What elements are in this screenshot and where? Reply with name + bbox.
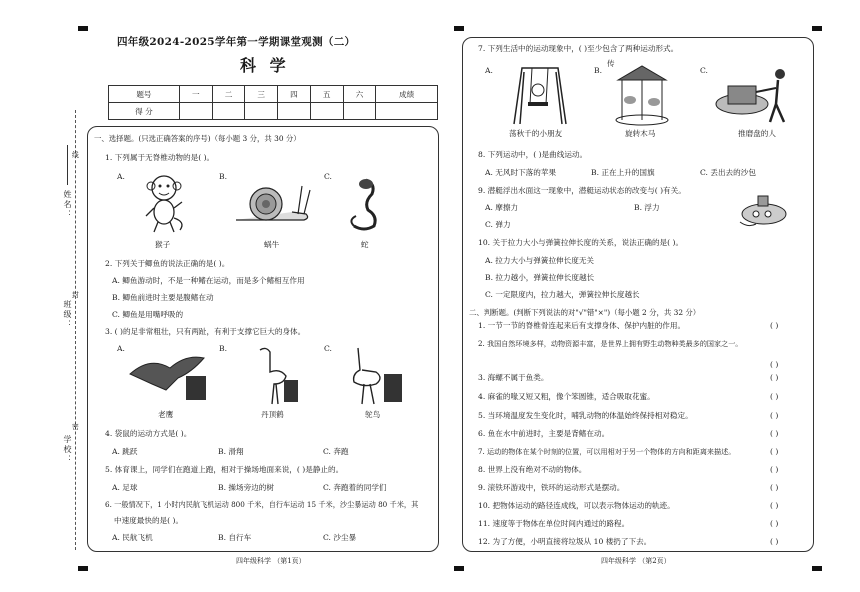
registration-mark [812, 26, 822, 31]
q6-stem: 6. 一般情况下，1 小时内民航飞机运动 800 千米，自行车运动 15 千米，沙尘暴运动 80 千米，其 [105, 500, 419, 509]
score-cell[interactable] [310, 103, 343, 120]
q3-caption-a: 老鹰 [158, 410, 174, 419]
score-table [108, 85, 438, 120]
q2-opt-b: B. 鲫鱼前进时主要是腹鳍在动 [112, 293, 214, 302]
answer-parentheses[interactable]: ( ) [770, 429, 779, 438]
footer-right: 四年级科学 （第2页） [601, 557, 671, 565]
judgement-item: 10. 把物体运动的路径连成线，可以表示物体运动的轨迹。 [478, 501, 675, 510]
q7-caption-c: 推磨盘的人 [738, 129, 776, 138]
q6-stem-cont: 中速度最快的是( )。 [114, 516, 184, 525]
answer-parentheses[interactable]: ( ) [770, 483, 779, 492]
score-cell[interactable] [212, 103, 245, 120]
score-header-cell: 六 [343, 86, 376, 103]
q1-opt-c: C. [324, 172, 332, 181]
snake-illustration [344, 176, 388, 232]
answer-parentheses[interactable]: ( ) [770, 465, 779, 474]
registration-mark [454, 566, 464, 571]
q8-stem: 8. 下列运动中，( )是曲线运动。 [478, 150, 588, 159]
answer-parentheses[interactable]: ( ) [770, 447, 779, 456]
section2-heading: 二、判断题。(判断下列说法的对"√"错"×")（每小题 2 分，共 32 分） [469, 308, 701, 317]
q1-caption-b: 蜗牛 [264, 240, 280, 249]
footer-left: 四年级科学 （第1页） [236, 557, 306, 565]
millstone-illustration [712, 64, 796, 126]
q10-stem: 10. 关于拉力大小与弹簧拉伸长度的关系，说法正确的是( )。 [478, 238, 684, 247]
q7-caption-b: 旋转木马 [625, 129, 656, 138]
monkey-illustration [140, 172, 190, 234]
q7-opt-a: A. [485, 66, 493, 75]
q4-opt-a: A. 跳跃 [112, 447, 138, 456]
judgement-item: 2. 我国自然环境多样，动物资源丰富，是世界上拥有野生动物种类最多的国家之一。 [478, 339, 743, 348]
q2-opt-c: C. 鲫鱼是用嘴呼吸的 [112, 310, 184, 319]
judgement-item: 6. 鱼在水中前进时，主要是背鳍在动。 [478, 429, 610, 438]
answer-parentheses[interactable]: ( ) [770, 537, 779, 546]
registration-mark [454, 26, 464, 31]
score-cell[interactable] [278, 103, 311, 120]
q3-stem: 3. ( )的足非常粗壮，只有两趾，有利于支撑它巨大的身体。 [105, 327, 306, 336]
ostrich-illustration [346, 344, 404, 406]
swing-illustration [508, 64, 572, 126]
class-label: 班级： [63, 300, 72, 330]
name-blank [67, 145, 68, 185]
q8-opt-c: C. 丢出去的沙包 [700, 168, 756, 177]
q1-opt-a: A. [117, 172, 125, 181]
registration-mark [812, 566, 822, 571]
score-header-cell: 成绩 [376, 86, 438, 103]
q9-opt-c: C. 弹力 [485, 220, 511, 229]
judgement-item: 5. 当环境温度发生变化时，哺乳动物的体温始终保持相对稳定。 [478, 411, 693, 420]
q5-opt-a: A. 足球 [112, 483, 138, 492]
judgement-item: 1. 一节一节的脊椎骨连起来后有支撑身体、保护内脏的作用。 [478, 321, 686, 330]
submarine-illustration [734, 186, 794, 232]
score-header-cell: 二 [212, 86, 245, 103]
judgement-item: 12. 为了方便，小明直接将垃圾从 10 楼扔了下去。 [478, 537, 652, 546]
score-row-label: 得 分 [109, 103, 180, 120]
q5-opt-b: B. 操场旁边的树 [218, 483, 274, 492]
judgement-item: 4. 麻雀的喙又短又粗，像个笨圆锥，适合吸取花蜜。 [478, 392, 655, 401]
q9-opt-a: A. 摩擦力 [485, 203, 519, 212]
binding-line [75, 110, 76, 550]
q1-caption-a: 猴子 [155, 240, 171, 249]
q7-stem: 7. 下列生活中的运动现象中，( )至少包含了两种运动形式。 [478, 44, 679, 53]
registration-mark [78, 26, 88, 31]
score-cell[interactable] [376, 103, 438, 120]
q7-opt-c: C. [700, 66, 708, 75]
answer-parentheses[interactable]: ( ) [770, 519, 779, 528]
q2-opt-a: A. 鲫鱼游动时，不是一种鳍在运动，而是多个鳍相互作用 [112, 276, 305, 285]
q1-caption-c: 蛇 [361, 240, 369, 249]
score-header-cell: 三 [245, 86, 278, 103]
q6-opt-c: C. 沙尘暴 [323, 533, 357, 542]
binding-mark-1: 线 [72, 151, 79, 159]
q9-stem: 9. 潜艇浮出水面这一现象中，潜艇运动状态的改变与( )有关。 [478, 186, 686, 195]
score-header-cell: 四 [278, 86, 311, 103]
q10-opt-c: C. 一定限度内，拉力越大，弹簧拉伸长度越长 [485, 290, 640, 299]
school-label: 学校： [63, 435, 72, 465]
answer-parentheses[interactable]: ( ) [770, 392, 779, 401]
judgement-item: 3. 海螺不属于鱼类。 [478, 373, 549, 382]
q4-opt-c: C. 奔跑 [323, 447, 349, 456]
q4-opt-b: B. 滑翔 [218, 447, 244, 456]
q10-opt-a: A. 拉力大小与弹簧拉伸长度无关 [485, 256, 595, 265]
q3-opt-c: C. [324, 344, 332, 353]
registration-mark [78, 566, 88, 571]
judgement-item: 7. 运动的物体在某个时刻的位置，可以用相对于另一个物体的方向和距离来描述。 [478, 447, 736, 456]
q10-opt-b: B. 拉力越小，弹簧拉伸长度越长 [485, 273, 595, 282]
q3-caption-b: 丹顶鹤 [261, 410, 284, 419]
q6-opt-b: B. 自行车 [218, 533, 252, 542]
q8-opt-a: A. 无风时下落的苹果 [485, 168, 557, 177]
answer-parentheses[interactable]: ( ) [770, 321, 779, 330]
stray-char: 传 [607, 59, 615, 68]
q7-opt-b: B. [594, 66, 602, 75]
subject-title: 科 学 [240, 56, 290, 75]
score-cell[interactable] [245, 103, 278, 120]
q2-stem: 2. 下列关于鲫鱼的说法正确的是( )。 [105, 259, 230, 268]
score-cell[interactable] [343, 103, 376, 120]
q8-opt-b: B. 正在上升的国旗 [591, 168, 655, 177]
q3-opt-a: A. [117, 344, 125, 353]
score-header-cell: 题号 [109, 86, 180, 103]
judgement-item: 11. 速度等于物体在单位时间内通过的路程。 [478, 519, 630, 528]
exam-title: 四年级2024-2025学年第一学期课堂观测（二） [117, 36, 356, 48]
judgement-item: 9. 滚铁环游戏中，铁环的运动形式是摆动。 [478, 483, 625, 492]
answer-parentheses[interactable]: ( ) [770, 501, 779, 510]
q1-stem: 1. 下列属于无脊椎动物的是( )。 [105, 153, 215, 162]
answer-parentheses[interactable]: ( ) [770, 373, 779, 382]
q5-stem: 5. 体育课上，同学们在跑道上跑，相对于操场地面来说，( )是静止的。 [105, 465, 344, 474]
score-cell[interactable] [179, 103, 212, 120]
q6-opt-a: A. 民航飞机 [112, 533, 153, 542]
score-header-cell: 五 [310, 86, 343, 103]
binding-mark-3: 密 [72, 423, 79, 431]
q1-opt-b: B. [219, 172, 227, 181]
q3-caption-c: 鸵鸟 [365, 410, 381, 419]
q9-opt-b: B. 浮力 [634, 203, 660, 212]
judgement-item: 8. 世界上没有绝对不动的物体。 [478, 465, 587, 474]
q7-caption-a: 荡秋千的小朋友 [509, 129, 563, 138]
q5-opt-c: C. 奔跑着的同学们 [323, 483, 387, 492]
eagle-illustration [126, 350, 210, 402]
score-header-cell: 一 [179, 86, 212, 103]
q4-stem: 4. 袋鼠的运动方式是( )。 [105, 429, 192, 438]
carousel-illustration [612, 64, 672, 126]
answer-parentheses[interactable]: ( ) [770, 411, 779, 420]
section1-heading: 一、选择题。(只选正确答案的序号)（每小题 3 分，共 30 分） [94, 134, 301, 143]
name-label: 姓名： [63, 190, 72, 220]
answer-parentheses[interactable]: ( ) [770, 360, 779, 369]
snail-illustration [232, 182, 312, 226]
binding-mark-2: 封 [72, 291, 79, 299]
q3-opt-b: B. [219, 344, 227, 353]
crane-illustration [250, 344, 300, 406]
